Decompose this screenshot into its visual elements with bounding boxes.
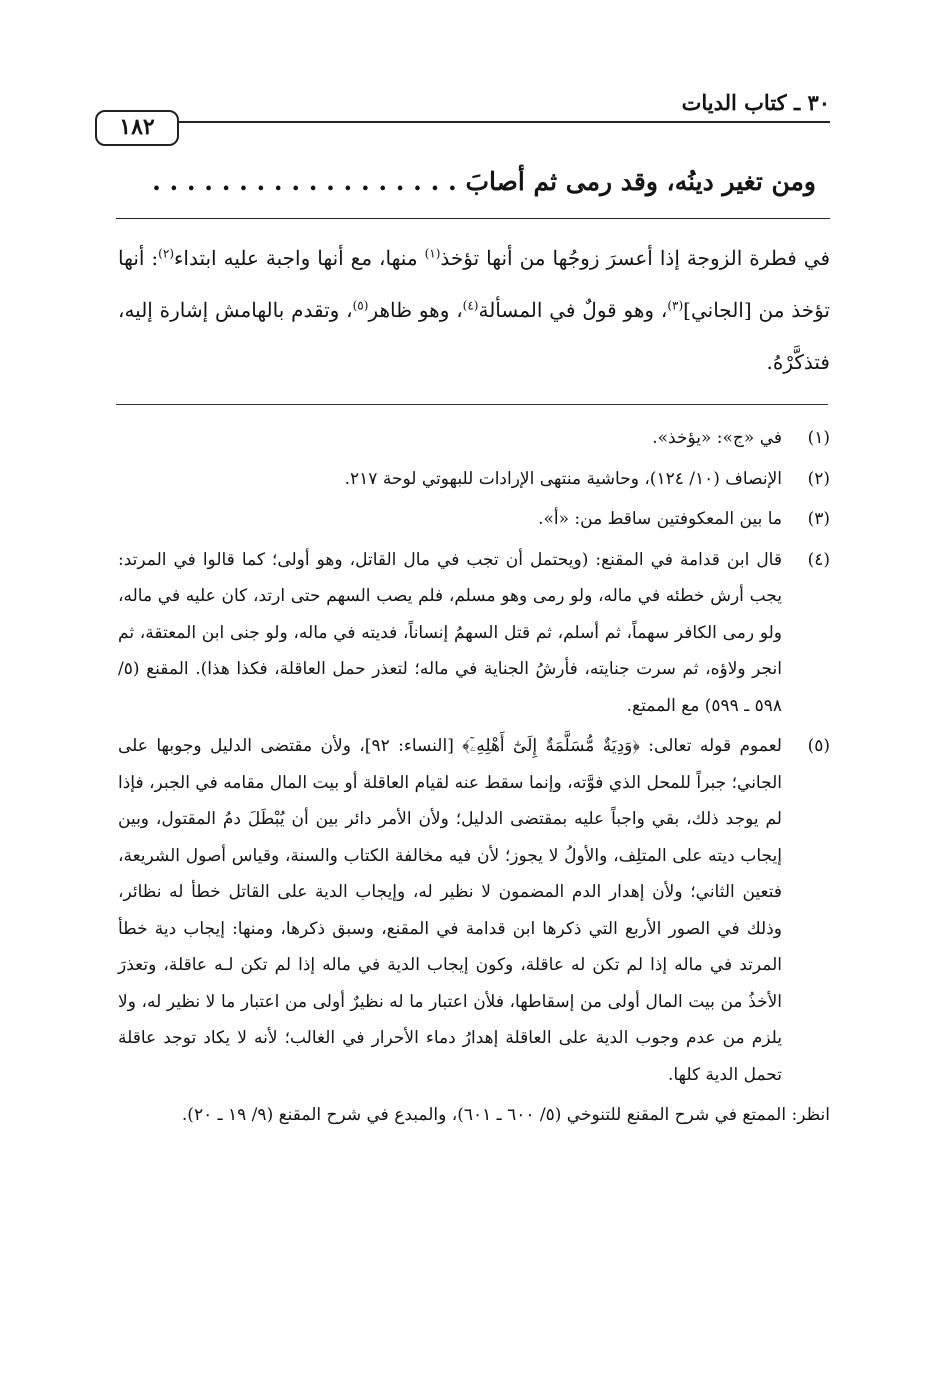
footnote: [118, 420, 830, 457]
footnote: [118, 501, 830, 538]
sharh-paragraph: [118, 232, 830, 388]
footnote-text: ما بين المعكوفتين ساقط من: «أ».: [538, 509, 782, 529]
footnote: [118, 461, 830, 498]
footnote-reference-note: انظر: الممتع في شرح المقنع للتنوخي (٥/ ٦٠٠ ـ ٦٠١)، والمبدع في شرح المقنع (٩/ ١٩ ـ ٢٠).: [181, 1105, 830, 1125]
footnote-ref-2: (٢): [158, 246, 174, 261]
footnote-text: لعموم قوله تعالى: ﴿وَدِيَةٌ مُّسَلَّمَةٌ إِلَىٰٓ أَهْلِهِۦٓ﴾ [النساء: ٩٢]، ولأن مقتضى الدليل وجوبها على الجاني؛ جبراً للمحل الذي فوَّته، وإنما سقط عنه لقيام العاقلة أو بيت المال مقامه في الجبر، فإذا لم يوجد ذلك، بقي واجباً عليه بمقتضى الدليل؛ ولأن الأمر دائر بين أن يُبْطَلَ دمُ المقتول، وبين إيجاب ديته على المتلِف، والأولُ لا يجوز؛ لأن فيه مخالفة الكتاب والسنة، وقياس أصول الشريعة، فتعين الثاني؛ ولأن إهدار الدم المضمون لا نظير له، وإيجاب الدية على القاتل خطأ له نظائر، وذلك في الصور الأربع التي ذكرها ابن قدامة في المقنع، وسبق ذكرها، ومنها: إيجاب دية خطأ المرتد في ماله إذا لم تكن له عاقلة، وكون إيجاب الدية في ماله إذا لم تكن لـه عاقلة، وتعذرَ الأخذُ من بيت المال أولى من إسقاطها، فلأن اعتبار ما له نظيرٌ أولى من اعتبار ما لا نظير له، ولا يلزم من عدم وجوب الدية على العاقلة إهدارُ دماء الأحرار في الغالب؛ لأنه لا يكاد توجد عاقلة تحمل الدية كلها.: [118, 736, 782, 1085]
sharh-text-6: ، وتقدم بالهامش إشارة إليه، فتذكَّرْهُ.: [118, 298, 830, 374]
sharh-text-1: في فطرة الزوجة إذا أعسرَ زوجُها من أنها تؤخذ: [440, 246, 831, 270]
footnote-number: (٢): [807, 468, 830, 489]
footnote-separator: [116, 404, 828, 405]
page-number: ١٨٢: [95, 110, 179, 146]
footnote-number: (٥): [807, 736, 830, 756]
footnotes: [118, 420, 830, 1138]
running-header-chapter: ٣٠ ـ كتاب الديات: [681, 90, 830, 115]
footnote-number: (٣): [807, 509, 830, 529]
matn-dots: . . . . . . . . . . . . . . . . . .: [152, 167, 457, 196]
footnote-ref-4: (٤): [462, 298, 479, 313]
footnote-number: (٤): [807, 549, 830, 570]
footnote-ref-1: (١): [424, 246, 441, 261]
footnote-ref-5: (٥): [352, 298, 369, 313]
matn-text: ومن تغير دينُه، وقد رمى ثم أصابَ: [465, 167, 816, 196]
footnote: [118, 728, 830, 1093]
footnote-text: الإنصاف (١٠/ ١٢٤)، وحاشية منتهى الإرادات للبهوتي لوحة ٢١٧.: [344, 468, 782, 489]
sharh-text-4: ، وهو قولٌ في المسألة: [478, 298, 668, 322]
footnote: [118, 542, 830, 725]
footnote-text: قال ابن قدامة في المقنع: (ويحتمل أن تجب في مال القاتل، وهو أولى؛ كما قالوا في المرتد: يجب أرش خطئه في ماله، ولو رمى وهو مسلم، فلم يصب السهم حتى ارتد، كان عليه في ماله، ولو رمى الكافر سهماً، ثم أسلم، ثم قتل السهمُ إنساناً، فديته في ماله، ولو جنى ابن المعتقة، ثم انجر ولاؤه، ثم سرت جنايته، فأرشُ الجناية في ماله؛ لتعذر حمل العاقلة، فكذا هذا). المقنع (٥/ ٥٩٨ ـ ٥٩٩) مع الممتع.: [118, 549, 782, 716]
sharh-text-5: ، وهو ظاهر: [368, 298, 463, 322]
footnote-ref-3: (٣): [667, 298, 684, 313]
footnote-text: في «ج»: «يؤخذ».: [652, 428, 782, 448]
header-rule: [140, 121, 830, 123]
matn-line: [96, 162, 816, 202]
matn-rule: [116, 218, 830, 219]
footnote-number: (١): [807, 428, 830, 448]
sharh-text-3: : أنها تؤخذ من [الجاني]: [118, 246, 830, 322]
sharh-text-2: منها، مع أنها واجبة عليه ابتداء: [174, 246, 425, 270]
